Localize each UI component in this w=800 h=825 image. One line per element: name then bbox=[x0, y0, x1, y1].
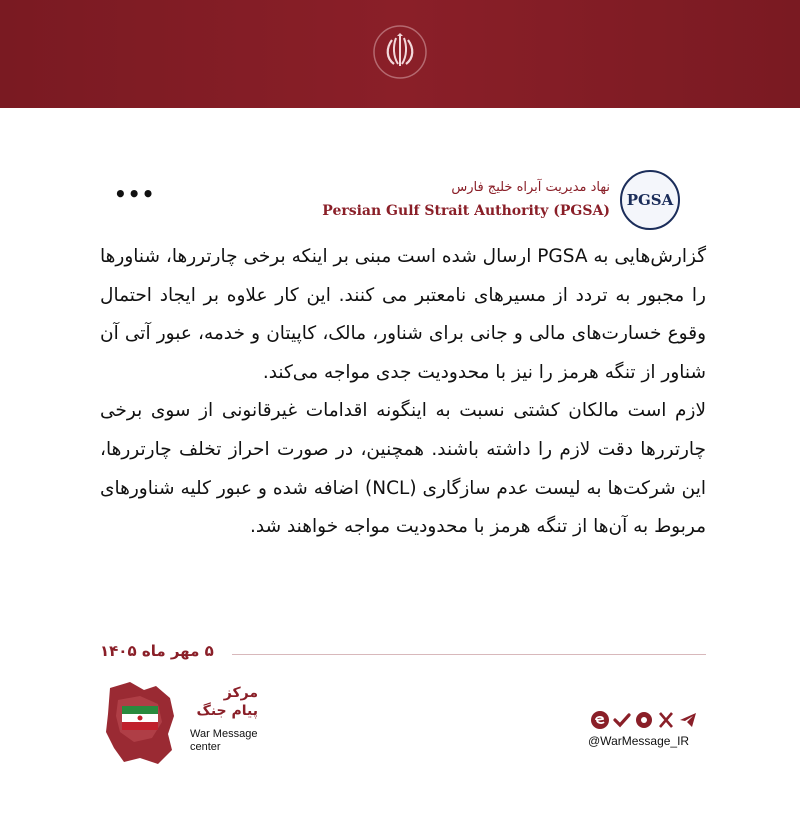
header-band bbox=[0, 0, 800, 108]
social-handle[interactable]: @WarMessage_IR bbox=[588, 734, 690, 748]
iran-emblem-icon bbox=[372, 24, 428, 80]
brand-name-fa-line2: پیام جنگ bbox=[196, 703, 258, 719]
post-paragraph-1: گزارش‌هایی به PGSA ارسال شده است مبنی بر اینکه برخی چارتررها، شناورها را مجبور به تردد از مسیرهای نامعتبر می کنند. این کار علاوه بر ایجاد احتمال وقوع خسارت‌های مالی و جانی برای شناور، مالک، کاپیتان و خدمه، عبور آتی آن شناور از تنگه هرمز را نیز با محدودیت جدی مواجه می‌کند. bbox=[100, 246, 706, 383]
brand-name-fa bbox=[178, 684, 258, 720]
post-date: ۵ مهر ماه ۱۴۰۵ bbox=[100, 642, 214, 660]
bale-icon[interactable] bbox=[634, 710, 654, 730]
pgsa-logo-text: PGSA bbox=[626, 191, 674, 209]
post-paragraph-2: لازم است مالکان کشتی نسبت به اینگونه اقدامات غیرقانونی از سوی برخی چارتررها دقت لازم را داشته باشند. همچنین، در صورت احراز تخلف چارتررها، این شرکت‌ها به لیست عدم سازگاری (NCL) اضافه شده و عبور کلیه شناورهای مربوط به آن‌ها از تنگه هرمز با محدودیت مواجه خواهند شد. bbox=[100, 400, 706, 538]
org-name-fa: نهاد مدیریت آبراه خلیج فارس bbox=[451, 180, 610, 195]
date-divider bbox=[232, 654, 706, 655]
iran-map-icon bbox=[100, 678, 180, 768]
brand-name-en bbox=[190, 728, 270, 754]
more-options-icon[interactable]: ••• bbox=[114, 182, 156, 206]
org-name-en: Persian Gulf Strait Authority (PGSA) bbox=[322, 203, 610, 219]
telegram-icon[interactable] bbox=[678, 710, 698, 730]
pgsa-logo bbox=[620, 170, 680, 230]
brand-name-en-line1: War Message bbox=[190, 728, 258, 740]
social-icons bbox=[588, 710, 708, 730]
brand-name-en-line2: center bbox=[190, 741, 221, 753]
eitaa-icon[interactable] bbox=[590, 710, 610, 730]
x-icon[interactable] bbox=[656, 710, 676, 730]
brand-name-fa-line1: مرکز bbox=[223, 685, 258, 701]
post-body bbox=[100, 238, 706, 547]
check-icon[interactable] bbox=[612, 710, 632, 730]
